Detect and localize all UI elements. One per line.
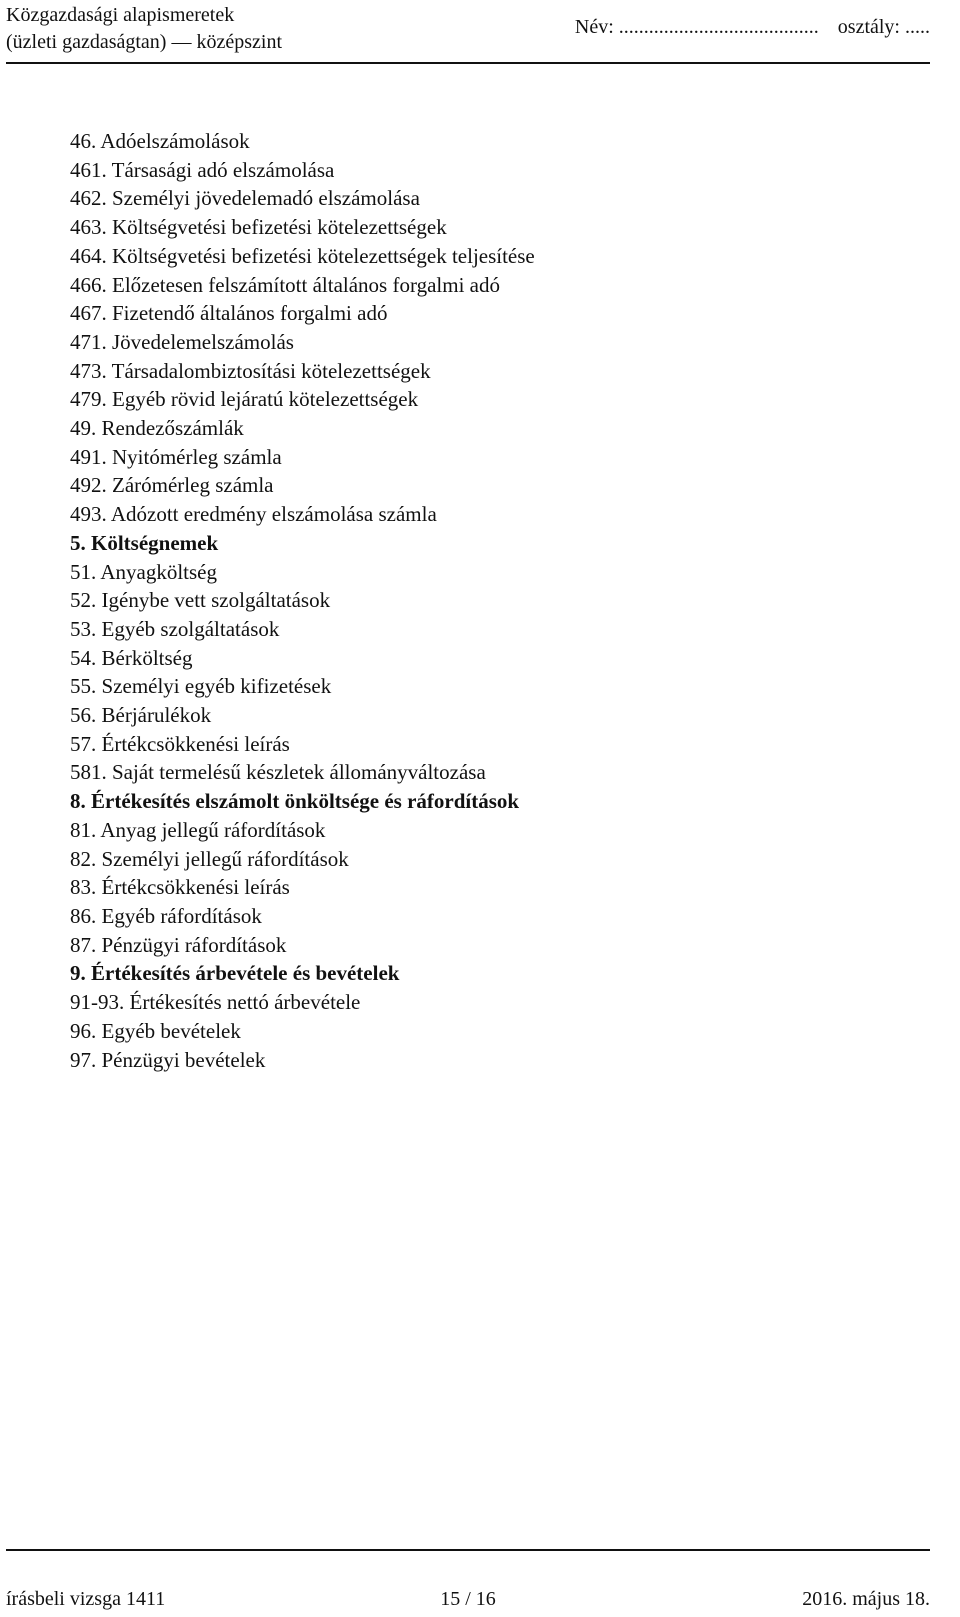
- list-item: 49. Rendezőszámlák: [70, 416, 244, 441]
- section-heading: 5. Költségnemek: [70, 530, 219, 555]
- header-title-line2: (üzleti gazdaságtan) — középszint: [6, 31, 282, 53]
- list-item: 97. Pénzügyi bevételek: [70, 1047, 266, 1072]
- list-item: 466. Előzetesen felszámított általános forgalmi adó: [70, 272, 500, 297]
- header-fields: [575, 14, 930, 41]
- list-item: 461. Társasági adó elszámolása: [70, 157, 335, 182]
- footer-exam-label: írásbeli vizsga 1411: [6, 1588, 166, 1610]
- page-header: [6, 0, 930, 64]
- account-list: [70, 127, 910, 1074]
- list-item: 96. Egyéb bevételek: [70, 1018, 241, 1043]
- list-item: 492. Zárómérleg számla: [70, 473, 274, 498]
- list-item: 491. Nyitómérleg számla: [70, 444, 282, 469]
- footer-date: 2016. május 18.: [802, 1588, 930, 1610]
- list-item: 463. Költségvetési befizetési kötelezettségek: [70, 215, 447, 240]
- page-footer: [6, 1549, 930, 1617]
- list-item: 82. Személyi jellegű ráfordítások: [70, 846, 349, 871]
- list-item: 91-93. Értékesítés nettó árbevétele: [70, 990, 361, 1015]
- name-field: Név: ........................................: [574, 16, 819, 38]
- list-item: 493. Adózott eredmény elszámolása számla: [70, 502, 437, 527]
- list-item: 51. Anyagköltség: [70, 559, 217, 584]
- list-item: 57. Értékcsökkenési leírás: [70, 731, 290, 756]
- list-item: 87. Pénzügyi ráfordítások: [70, 932, 287, 957]
- list-item: 581. Saját termelésű készletek állományváltozása: [70, 760, 486, 785]
- list-item: 81. Anyag jellegű ráfordítások: [70, 817, 326, 842]
- list-item: 473. Társadalombiztosítási kötelezettségek: [70, 358, 431, 383]
- list-item: 467. Fizetendő általános forgalmi adó: [70, 301, 388, 326]
- list-item: 53. Egyéb szolgáltatások: [70, 616, 280, 641]
- section-heading: 9. Értékesítés árbevétele és bevételek: [70, 961, 400, 986]
- list-item: 52. Igénybe vett szolgáltatások: [70, 588, 331, 613]
- list-item: 54. Bérköltség: [70, 645, 193, 670]
- list-item: 56. Bérjárulékok: [70, 703, 212, 728]
- list-item: 86. Egyéb ráfordítások: [70, 903, 262, 928]
- footer-page-number: 15 / 16: [440, 1588, 496, 1610]
- list-item: 479. Egyéb rövid lejáratú kötelezettségek: [70, 387, 419, 412]
- list-item: 471. Jövedelemelszámolás: [70, 329, 294, 354]
- list-item: 46. Adóelszámolások: [70, 129, 250, 153]
- class-field: osztály: .....: [837, 16, 930, 38]
- list-item: 55. Személyi egyéb kifizetések: [70, 674, 332, 699]
- list-item: 83. Értékcsökkenési leírás: [70, 875, 290, 900]
- list-item: 462. Személyi jövedelemadó elszámolása: [70, 186, 420, 211]
- header-title: [6, 2, 282, 56]
- list-item: 464. Költségvetési befizetési kötelezettségek teljesítése: [70, 243, 535, 268]
- header-title-line1: Közgazdasági alapismeretek: [6, 4, 235, 26]
- section-heading: 8. Értékesítés elszámolt önköltsége és ráfordítások: [70, 789, 520, 814]
